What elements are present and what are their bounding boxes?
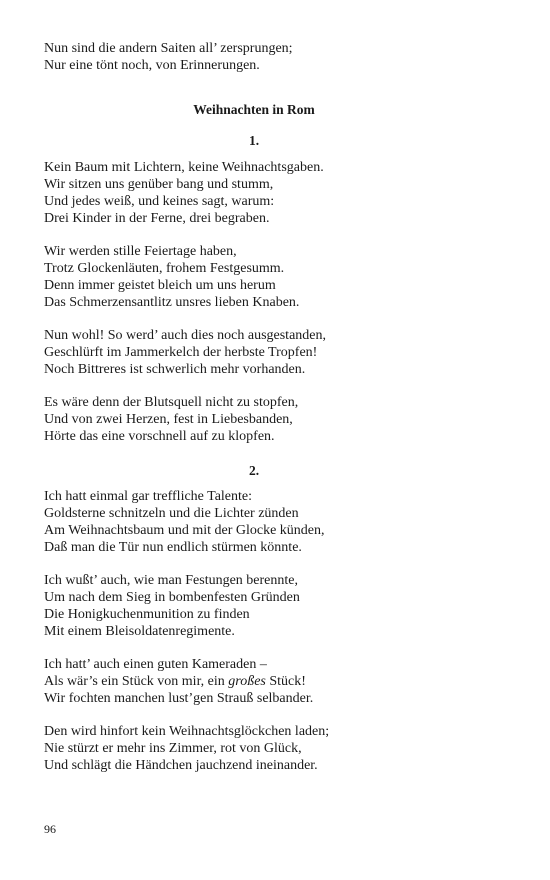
stanza	[44, 395, 464, 445]
poem-title: Weihnachten in Rom	[193, 101, 315, 117]
verse-line: Ich wußt’ auch, wie man Festungen berennte,	[44, 573, 298, 589]
verse-line: Kein Baum mit Lichtern, keine Weihnachtsgaben.	[44, 160, 324, 176]
stanza	[44, 489, 464, 556]
stanza	[44, 328, 464, 378]
stanza	[44, 724, 464, 774]
verse-line: Mit einem Bleisoldatenregimente.	[44, 623, 235, 639]
verse-line: Am Weihnachtsbaum und mit der Glocke künden,	[44, 522, 325, 538]
verse-line: Goldsterne schnitzeln und die Lichter zünden	[44, 506, 299, 522]
verse-line: Und von zwei Herzen, fest in Liebesbanden,	[44, 412, 293, 428]
stanza	[44, 573, 464, 640]
stanza	[44, 657, 464, 707]
verse-line: Daß man die Tür nun endlich stürmen könnte.	[44, 539, 302, 555]
verse-line: Ich hatt’ auch einen guten Kameraden –	[44, 657, 267, 673]
verse-line: Nur eine tönt noch, von Erinnerungen.	[44, 57, 260, 73]
verse-line: Wir werden stille Feiertage haben,	[44, 244, 237, 260]
verse-line: Als wär’s ein Stück von mir, ein großes Stück!	[44, 674, 306, 690]
section-number: 2.	[248, 462, 260, 478]
page-number: 96	[44, 822, 56, 836]
verse-line: Geschlürft im Jammerkelch der herbste Tropfen!	[44, 344, 318, 360]
verse-line: Und schlägt die Händchen jauchzend ineinander.	[44, 758, 318, 774]
emphasis: großes	[228, 674, 266, 690]
verse-line: Den wird hinfort kein Weihnachtsglöckchen laden;	[44, 724, 330, 740]
verse-line: Es wäre denn der Blutsquell nicht zu stopfen,	[44, 395, 299, 411]
verse-line: Nie stürzt er mehr ins Zimmer, rot von Glück,	[44, 741, 302, 757]
verse-line: Trotz Glockenläuten, frohem Festgesumm.	[44, 260, 285, 276]
verse-line: Ich hatt einmal gar treffliche Talente:	[44, 489, 253, 505]
stanza	[44, 244, 464, 311]
page-body	[44, 41, 464, 792]
verse-line: Wir fochten manchen lust’gen Strauß selbander.	[44, 690, 314, 706]
verse-line: Noch Bittreres ist schwerlich mehr vorhanden.	[44, 361, 306, 377]
verse-line: Nun sind die andern Saiten all’ zersprungen;	[44, 41, 293, 56]
verse-line: Hörte das eine vorschnell auf zu klopfen.	[44, 428, 275, 444]
poem-sections	[44, 133, 464, 774]
verse-line: Drei Kinder in der Ferne, drei begraben.	[44, 210, 270, 226]
verse-line: Um nach dem Sieg in bombenfesten Gründen	[44, 590, 300, 606]
verse-line: Das Schmerzensantlitz unsres lieben Knaben.	[44, 294, 300, 310]
stanza	[44, 160, 464, 227]
verse-line: Wir sitzen uns genüber bang und stumm,	[44, 176, 274, 192]
intro-stanza	[44, 41, 464, 75]
verse-line: Die Honigkuchenmunition zu finden	[44, 606, 250, 622]
verse-line: Denn immer geistet bleich um uns herum	[44, 277, 276, 293]
verse-line: Nun wohl! So werd’ auch dies noch ausgestanden,	[44, 328, 327, 344]
verse-line: Und jedes weiß, und keines sagt, warum:	[44, 193, 275, 209]
section-number: 1.	[248, 133, 260, 149]
